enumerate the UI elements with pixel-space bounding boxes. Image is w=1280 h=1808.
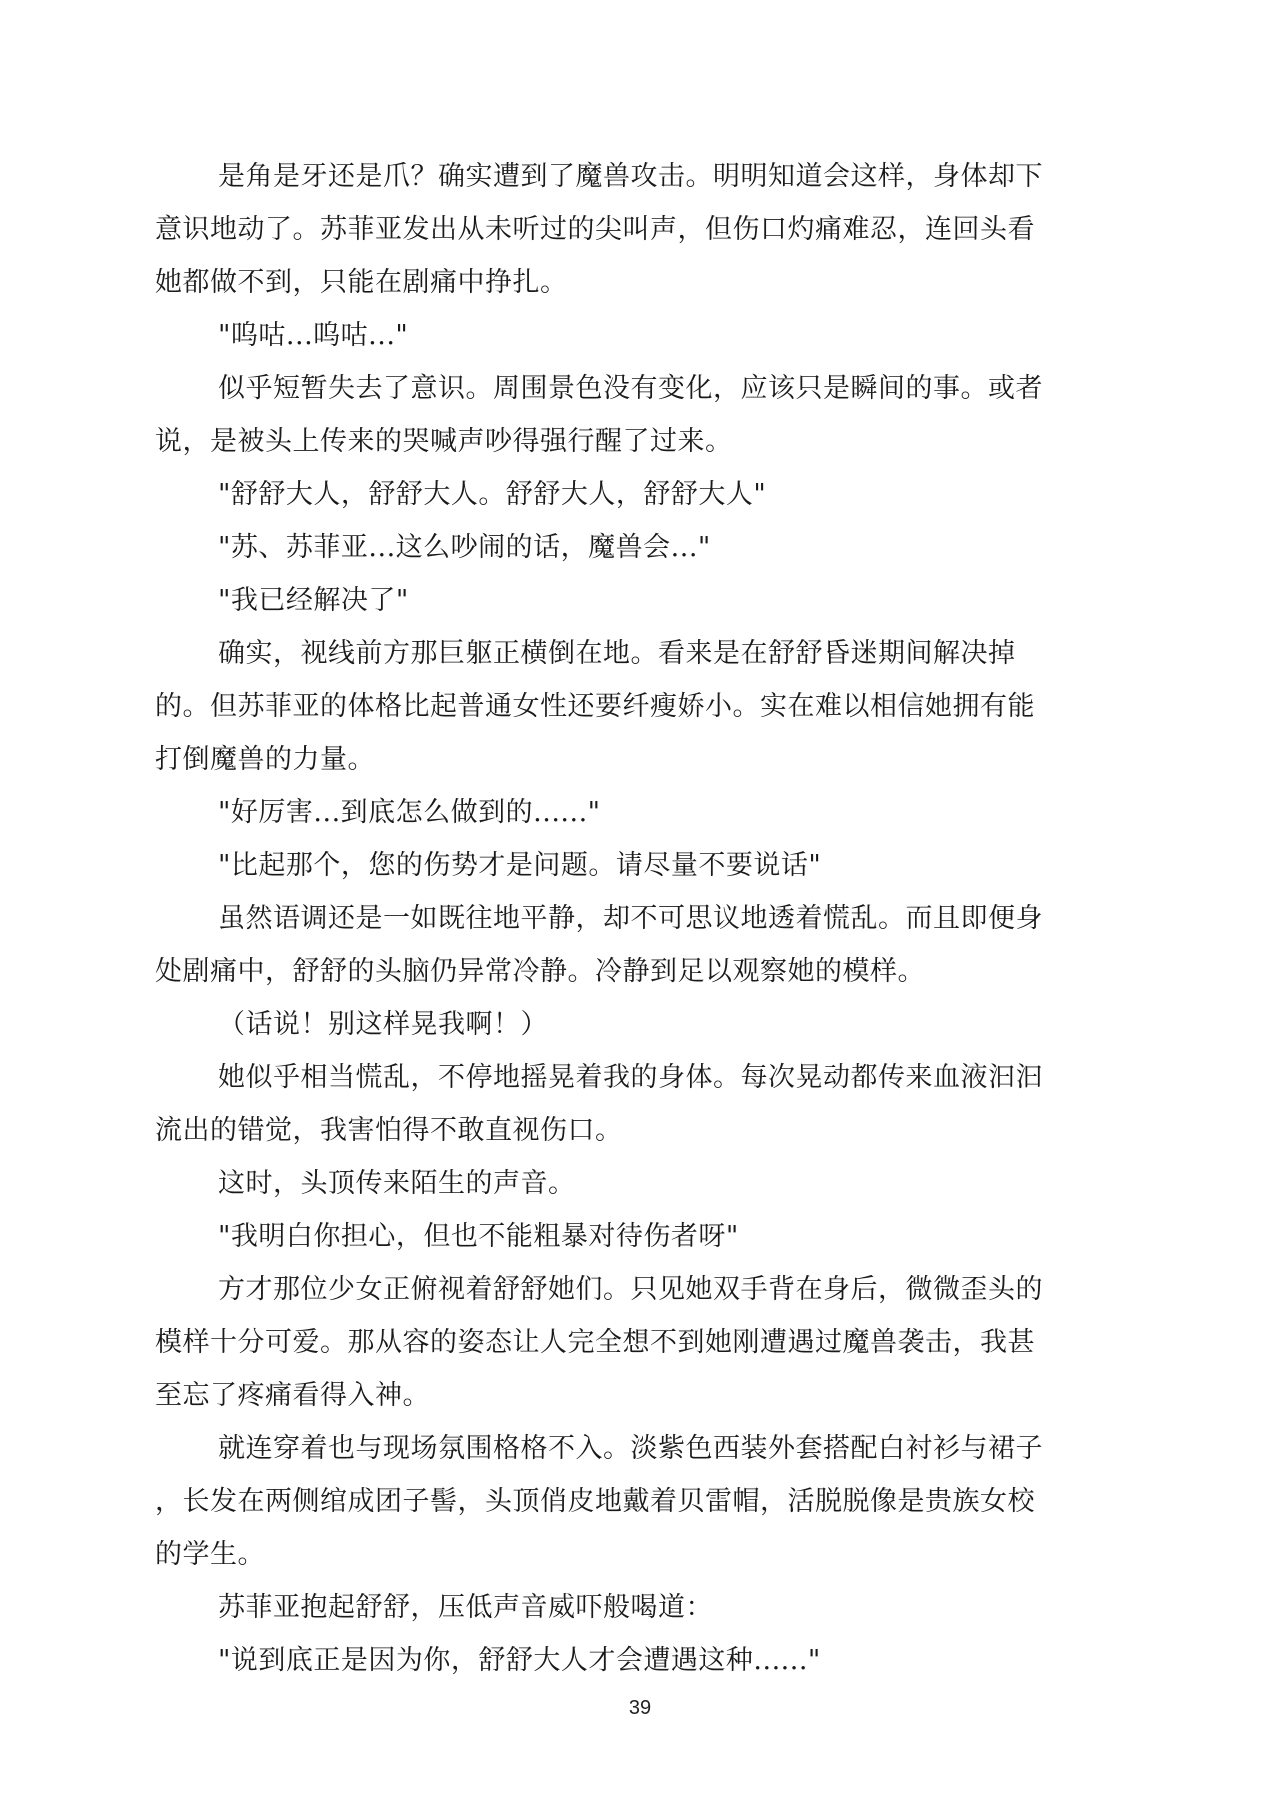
text-line: 处剧痛中，舒舒的头脑仍异常冷静。冷静到足以观察她的模样。	[155, 956, 925, 987]
text-line: 打倒魔兽的力量。	[155, 744, 375, 775]
text-line: 流出的错觉，我害怕得不敢直视伤口。	[155, 1115, 623, 1146]
text-line: 就连穿着也与现场氛围格格不入。淡紫色西装外套搭配白衬衫与裙子	[218, 1433, 1043, 1464]
text-line: 模样十分可爱。那从容的姿态让人完全想不到她刚遭遇过魔兽袭击，我甚	[155, 1327, 1035, 1358]
text-line: "比起那个，您的伤势才是问题。请尽量不要说话"	[218, 850, 822, 881]
text-line: "苏、苏菲亚...这么吵闹的话，魔兽会..."	[218, 532, 711, 563]
text-line: 的。但苏菲亚的体格比起普通女性还要纤瘦娇小。实在难以相信她拥有能	[155, 691, 1035, 722]
text-line: "呜咕...呜咕..."	[218, 320, 409, 351]
text-line: 意识地动了。苏菲亚发出从未听过的尖叫声，但伤口灼痛难忍，连回头看	[155, 214, 1035, 245]
text-line: "说到底正是因为你，舒舒大人才会遭遇这种......"	[218, 1645, 821, 1676]
text-line: 虽然语调还是一如既往地平静，却不可思议地透着慌乱。而且即便身	[218, 903, 1043, 934]
text-line: 她都做不到，只能在剧痛中挣扎。	[155, 267, 568, 298]
text-line: 似乎短暂失去了意识。周围景色没有变化，应该只是瞬间的事。或者	[218, 373, 1043, 404]
text-body	[155, 150, 1130, 1687]
page-number: 39	[628, 1697, 652, 1719]
text-line: 至忘了疼痛看得入神。	[155, 1380, 430, 1411]
text-line: "好厉害...到底怎么做到的......"	[218, 797, 601, 828]
text-line: 确实，视线前方那巨躯正横倒在地。看来是在舒舒昏迷期间解决掉	[218, 638, 1016, 669]
text-line: 方才那位少女正俯视着舒舒她们。只见她双手背在身后，微微歪头的	[218, 1274, 1043, 1305]
text-line: 这时，头顶传来陌生的声音。	[218, 1168, 576, 1199]
text-line: "舒舒大人，舒舒大人。舒舒大人，舒舒大人"	[218, 479, 767, 510]
text-line: 是角是牙还是爪？确实遭到了魔兽攻击。明明知道会这样，身体却下	[218, 161, 1043, 192]
text-line: 的学生。	[155, 1539, 265, 1570]
text-line: "我明白你担心，但也不能粗暴对待伤者呀"	[218, 1221, 739, 1252]
text-line: ，长发在两侧绾成团子髻，头顶俏皮地戴着贝雷帽，活脱脱像是贵族女校	[155, 1486, 1035, 1517]
text-line: "我已经解决了"	[218, 585, 409, 616]
text-line: 说，是被头上传来的哭喊声吵得强行醒了过来。	[155, 426, 733, 457]
text-line: （话说！别这样晃我啊！）	[218, 1009, 548, 1040]
text-line: 她似乎相当慌乱，不停地摇晃着我的身体。每次晃动都传来血液汩汩	[218, 1062, 1043, 1093]
text-line: 苏菲亚抱起舒舒，压低声音威吓般喝道：	[218, 1592, 713, 1623]
